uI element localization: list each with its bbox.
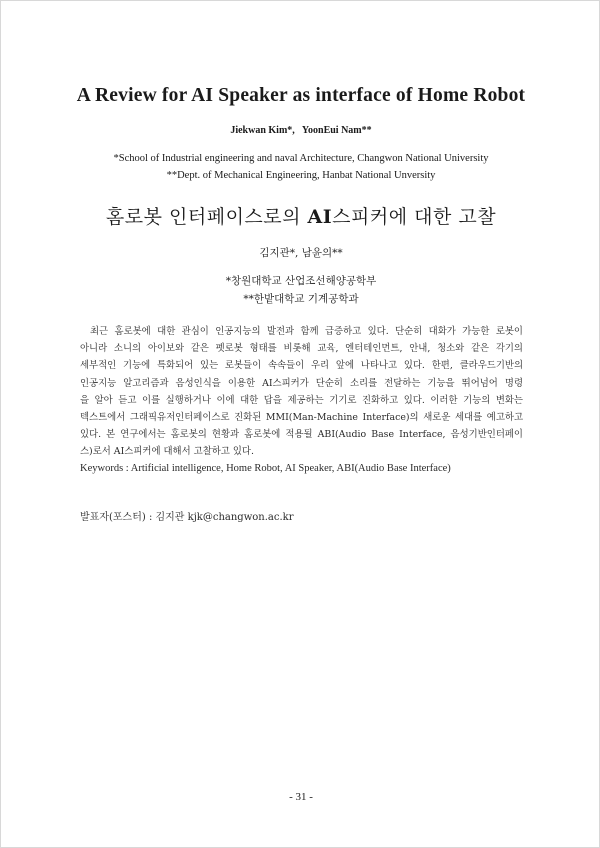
korean-title (1, 202, 600, 229)
english-affiliation-2: **Dept. of Mechanical Engineering, Hanbat National Unversity (166, 170, 436, 181)
presenter-info: 발표자(포스터) : 김지관 kjk@changwon.ac.kr (80, 512, 294, 523)
korean-affiliation-2: **한밭대학교 기계공학과 (243, 293, 359, 305)
korean-authors: 김지관*, 남윤의** (259, 247, 343, 259)
abstract-line: 세부적인 기능에 특화되어 있는 로봇들이 속속들이 우리 앞에 나타나고 있다. 한편, 클라우드기반의 (80, 360, 523, 372)
abstract-line: 인공지능 알고리즘과 음성인식을 이용한 AI스피커가 단순히 소리를 전달하는 기능을 뛰어넘어 명령 (80, 377, 523, 389)
abstract-line: 스)로서 AI스피커에 대해서 고찰하고 있다. (80, 446, 254, 458)
korean-title-part-2: 스피커에 대한 고찰 (332, 206, 497, 228)
abstract-line: 최근 홈로봇에 대한 관심이 인공지능의 발전과 함께 급증하고 있다. 단순히 대화가 가능한 로봇이 (90, 326, 523, 337)
abstract-line: 텍스트에서 그래픽유저인터페이스로 진화된 MMI(Man-Machine Interface)의 새로운 세대를 예고하고 (80, 412, 523, 424)
abstract-line: 을 알아 듣고 이를 실행하거나 이에 대한 답을 제공하는 기기로 진화하고 있다. 이러한 기능의 변화는 (80, 394, 523, 406)
english-affiliation-1: *School of Industrial engineering and naval Architecture, Changwon National University (113, 153, 489, 164)
page-number: - 31 - (289, 791, 313, 803)
korean-affiliation-1: *창원대학교 산업조선해양공학부 (225, 275, 377, 287)
english-authors: Jiekwan Kim*, YoonEui Nam** (230, 125, 372, 136)
abstract-line: 있다. 본 연구에서는 홈로봇의 현황과 홈로봇에 적용될 ABI(Audio Base Interface, 음성기반인터페이 (80, 429, 523, 441)
korean-title-ai: AI (307, 206, 333, 228)
abstract (80, 323, 523, 461)
abstract-line: 아니라 소니의 아이보와 같은 펫로봇 형태를 비롯해 교육, 엔터테인먼트, 안내, 청소와 같은 각기의 (80, 343, 523, 355)
english-title: A Review for AI Speaker as interface of Home Robot (76, 85, 526, 106)
keywords: Keywords : Artificial intelligence, Home Robot, AI Speaker, ABI(Audio Base Interface) (80, 463, 451, 474)
korean-title-part-1: 홈로봇 인터페이스로의 (105, 206, 308, 228)
